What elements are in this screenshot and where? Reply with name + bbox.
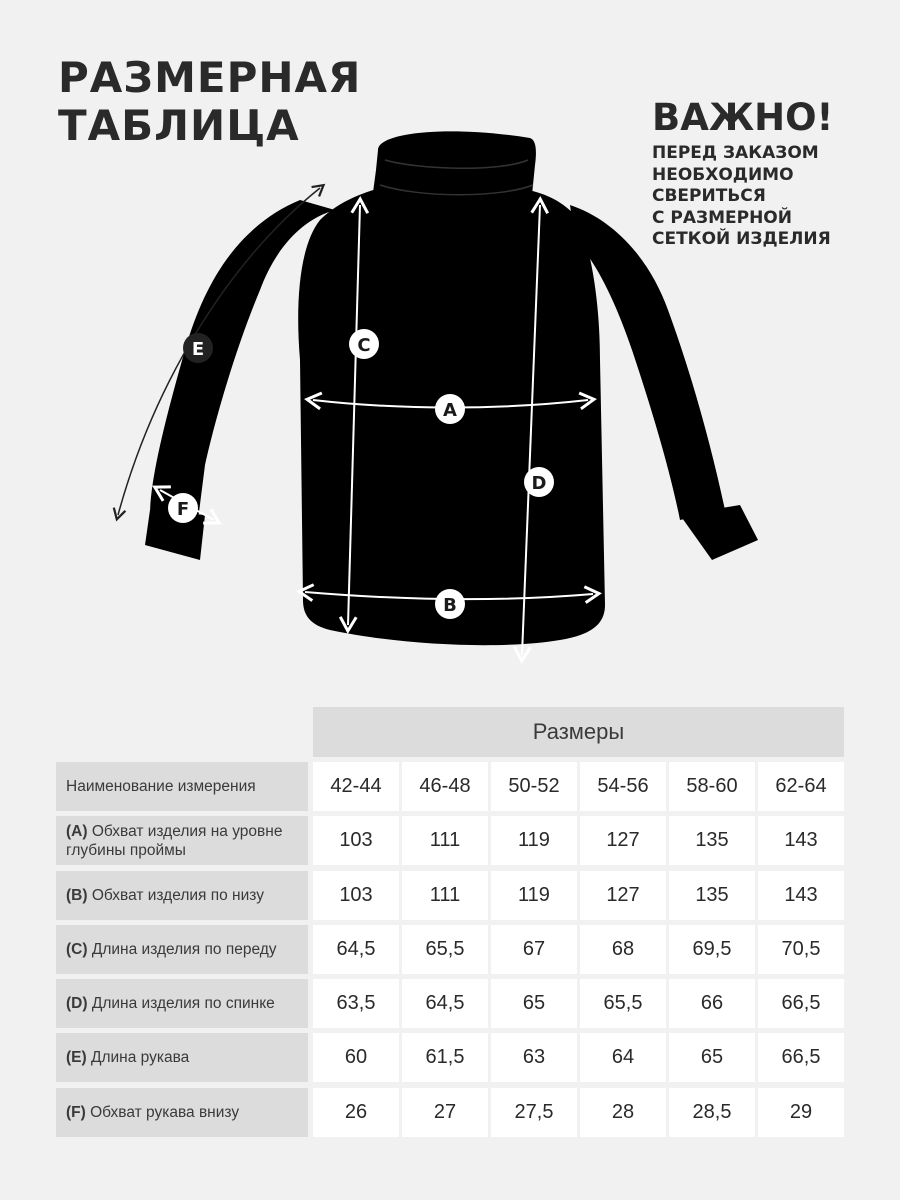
marker-d	[524, 467, 554, 497]
measurement-text: Обхват рукава внизу	[90, 1103, 240, 1121]
page-title-line-1: РАЗМЕРНАЯ	[58, 53, 362, 102]
measurement-code: (F)	[66, 1103, 86, 1121]
table-cell: 63,5	[313, 979, 399, 1028]
marker-a-label: A	[443, 400, 457, 421]
measurement-name-header: Наименование измерения	[56, 762, 308, 811]
measurement-label	[56, 1088, 308, 1137]
table-cell: 60	[313, 1033, 399, 1082]
table-row	[56, 871, 844, 920]
important-line: СВЕРИТЬСЯ	[652, 186, 766, 206]
table-cell: 119	[491, 816, 577, 865]
table-cell: 65	[669, 1033, 755, 1082]
table-cell: 68	[580, 925, 666, 974]
table-cell: 65,5	[580, 979, 666, 1028]
marker-b-label: B	[443, 595, 457, 616]
table-cell: 27	[402, 1088, 488, 1137]
sizes-header: Размеры	[313, 707, 844, 757]
measurement-code: (C)	[66, 940, 88, 958]
measurement-code: (E)	[66, 1049, 87, 1067]
measurement-label	[56, 1033, 308, 1082]
size-column-header: 50-52	[491, 762, 577, 811]
marker-b	[435, 589, 465, 619]
measurement-text: Обхват изделия на уровне глубины проймы	[66, 822, 283, 859]
table-cell: 111	[402, 871, 488, 920]
important-heading: ВАЖНО!	[652, 96, 834, 139]
important-line: СЕТКОЙ ИЗДЕЛИЯ	[652, 229, 831, 249]
garment-collar	[372, 131, 536, 225]
table-cell: 103	[313, 871, 399, 920]
sweatshirt-diagram	[0, 120, 900, 680]
measurement-label	[56, 979, 308, 1028]
table-cell: 119	[491, 871, 577, 920]
table-cell: 103	[313, 816, 399, 865]
table-cell: 135	[669, 816, 755, 865]
marker-a	[435, 394, 465, 424]
table-header-row	[56, 762, 844, 811]
table-cell: 63	[491, 1033, 577, 1082]
table-cell: 64	[580, 1033, 666, 1082]
table-cell: 127	[580, 871, 666, 920]
page-title-line-2: ТАБЛИЦА	[58, 101, 300, 150]
size-column-header: 62-64	[758, 762, 844, 811]
table-cell: 29	[758, 1088, 844, 1137]
table-cell: 66	[669, 979, 755, 1028]
table-cell: 127	[580, 816, 666, 865]
table-cell: 26	[313, 1088, 399, 1137]
marker-e	[183, 333, 213, 363]
measurement-text: Длина рукава	[90, 1049, 190, 1067]
table-cell: 28,5	[669, 1088, 755, 1137]
table-cell: 70,5	[758, 925, 844, 974]
marker-c-label: C	[357, 335, 371, 356]
table-cell: 65	[491, 979, 577, 1028]
measurement-code: (B)	[66, 886, 88, 904]
table-cell: 143	[758, 816, 844, 865]
table-cell: 67	[491, 925, 577, 974]
table-cell: 64,5	[402, 979, 488, 1028]
marker-c	[349, 329, 379, 359]
size-column-header: 46-48	[402, 762, 488, 811]
table-cell: 143	[758, 871, 844, 920]
table-row	[56, 816, 844, 865]
size-table	[56, 762, 844, 1142]
size-column-header: 54-56	[580, 762, 666, 811]
marker-d-label: D	[531, 473, 547, 494]
measurement-label	[56, 816, 308, 865]
size-column-header: 58-60	[669, 762, 755, 811]
garment-right-cuff	[680, 505, 758, 560]
table-row	[56, 1088, 844, 1137]
table-cell: 28	[580, 1088, 666, 1137]
measurement-text: Длина изделия по спинке	[91, 995, 275, 1013]
table-cell: 66,5	[758, 979, 844, 1028]
measurement-text: Обхват изделия по низу	[91, 886, 264, 904]
measurement-code: (A)	[66, 822, 88, 840]
table-cell: 111	[402, 816, 488, 865]
measurement-label	[56, 871, 308, 920]
table-row	[56, 979, 844, 1028]
size-column-header: 42-44	[313, 762, 399, 811]
table-cell: 64,5	[313, 925, 399, 974]
important-line: НЕОБХОДИМО	[652, 164, 794, 185]
measurement-code: (D)	[66, 995, 88, 1013]
table-row	[56, 925, 844, 974]
measurement-label	[56, 925, 308, 974]
table-cell: 66,5	[758, 1033, 844, 1082]
table-cell: 61,5	[402, 1033, 488, 1082]
marker-f	[168, 493, 198, 523]
table-cell: 65,5	[402, 925, 488, 974]
table-cell: 135	[669, 871, 755, 920]
table-cell: 69,5	[669, 925, 755, 974]
important-line: С РАЗМЕРНОЙ	[652, 207, 792, 228]
table-cell: 27,5	[491, 1088, 577, 1137]
measurement-text: Длина изделия по переду	[91, 940, 277, 958]
marker-f-label: F	[176, 499, 190, 520]
table-row	[56, 1033, 844, 1082]
important-line: ПЕРЕД ЗАКАЗОМ	[652, 143, 819, 163]
marker-e-label: E	[191, 339, 205, 360]
